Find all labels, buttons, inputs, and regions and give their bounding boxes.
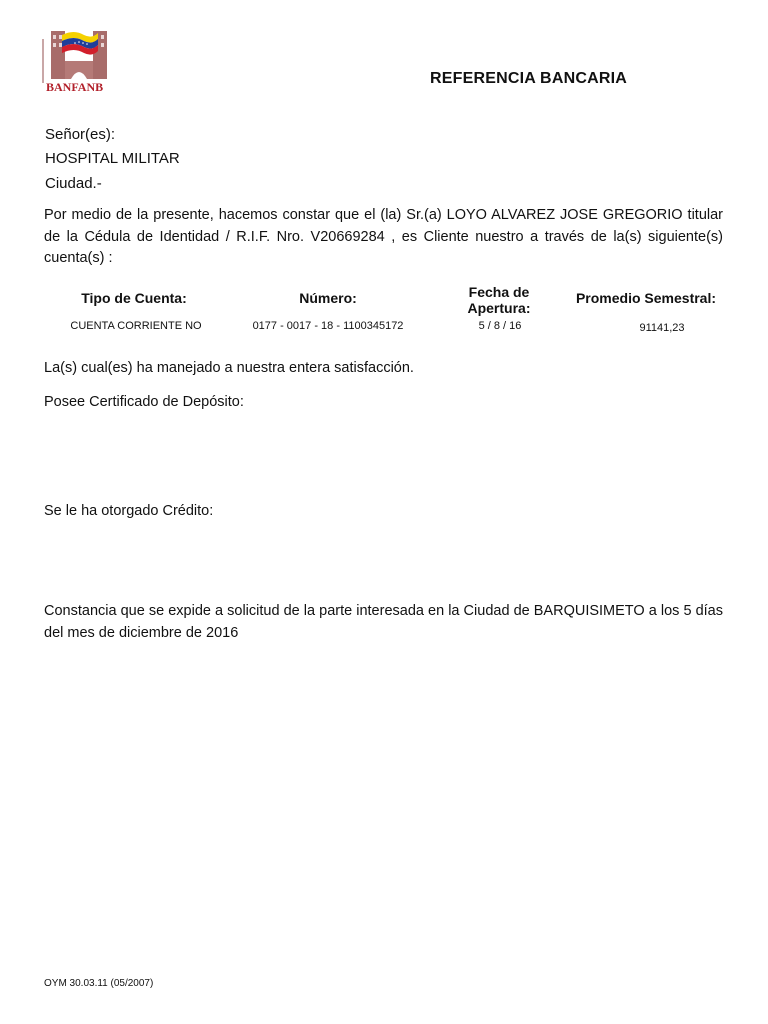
banfanb-emblem-icon [42,25,114,85]
deposit-certificate-label: Posee Certificado de Depósito: [44,394,244,410]
bank-logo [42,25,114,101]
logo-text: BANFANB [46,80,104,94]
table-row-account-number: 0177 - 0017 - 18 - 1100345172 [252,320,404,332]
form-code: OYM 30.03.11 (05/2007) [44,978,154,989]
document-title: REFERENCIA BANCARIA [430,70,627,87]
header-opening-line2: Apertura: [467,300,531,316]
header-opening-line1: Fecha de [468,284,530,300]
header-account-type: Tipo de Cuenta: [81,290,187,306]
header-account-number: Número: [299,290,357,306]
salutation: Señor(es): [45,126,116,143]
addressee-name: HOSPITAL MILITAR [45,150,180,167]
satisfaction-statement: La(s) cual(es) ha manejado a nuestra entera satisfacción. [44,360,414,376]
closing-paragraph: Constancia que se expide a solicitud de la parte interesada en la Ciudad de BARQUISIMETO a los 5 días del mes de diciembre de 2016 [44,603,723,641]
table-row-account-type: CUENTA CORRIENTE NO [70,320,202,332]
credit-label: Se le ha otorgado Crédito: [44,503,214,519]
addressee-city: Ciudad.- [45,175,102,192]
table-row-opening-date: 5 / 8 / 16 [478,320,522,332]
header-opening-date [440,284,558,316]
intro-paragraph: Por medio de la presente, hacemos constar que el (la) Sr.(a) LOYO ALVAREZ JOSE GREGORIO titular de la Cédula de Identidad / R.I.F. Nro. V20669284 , es Cliente nuestro a través de la(s) siguiente(s) cuenta(s) : [44,207,723,266]
header-semester-average: Promedio Semestral: [575,290,717,306]
table-row-semester-average: 91141,23 [639,322,685,334]
